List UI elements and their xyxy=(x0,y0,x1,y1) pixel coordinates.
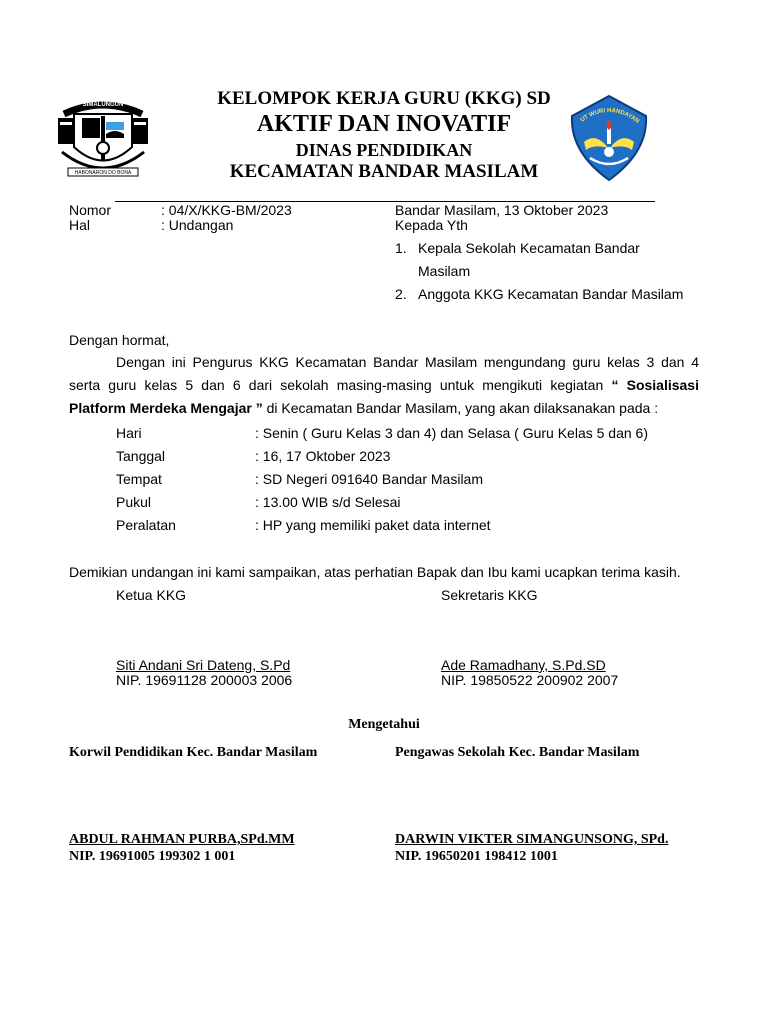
intro-text-1: Dengan ini Pengurus KKG Kecamatan Bandar Masilam mengundang guru kelas 3 dan 4 serta guru kelas 5 dan 6 dari sekolah masing-masing untuk mengikuti kegiatan xyxy=(69,354,699,393)
detail-value-tanggal: : 16, 17 Oktober 2023 xyxy=(255,448,391,464)
detail-label-hari: Hari xyxy=(116,425,142,441)
recipient-1-line-1: Kepala Sekolah Kecamatan Bandar xyxy=(418,240,640,256)
event-name: “ Sosialisasi Platform Merdeka Mengajar ” xyxy=(69,377,699,416)
korwil-nip: NIP. 19691005 199302 1 001 xyxy=(69,849,236,864)
detail-label-tanggal: Tanggal xyxy=(116,448,166,464)
emblem-top-text: SIMALUNGUN xyxy=(82,102,124,108)
kepada-yth: Kepada Yth xyxy=(395,217,468,233)
recipient-2-number: 2. xyxy=(395,286,407,302)
detail-value-tempat: : SD Negeri 091640 Bandar Masilam xyxy=(255,471,484,487)
header-line-4: KECAMATAN BANDAR MASILAM xyxy=(229,161,539,182)
closing-sentence: Demikian undangan ini kami sampaikan, atas perhatian Bapak dan Ibu kami ucapkan terima kasih. xyxy=(69,564,681,580)
intro-paragraph xyxy=(69,351,699,420)
recipient-2-line-1: Anggota KKG Kecamatan Bandar Masilam xyxy=(418,286,684,302)
recipient-1-line-2: Masilam xyxy=(418,263,471,279)
pengawas-title: Pengawas Sekolah Kec. Bandar Masilam xyxy=(395,745,640,760)
detail-value-pukul: : 13.00 WIB s/d Selesai xyxy=(255,494,401,510)
mengetahui-title: Mengetahui xyxy=(348,717,420,732)
recipient-1-number: 1. xyxy=(395,240,407,256)
ketua-title: Ketua KKG xyxy=(116,587,187,603)
nomor-label: Nomor xyxy=(69,202,112,218)
header-line-1: KELOMPOK KERJA GURU (KKG) SD xyxy=(217,88,551,109)
emblem-motto-text: HABONARON DO BONA xyxy=(74,170,132,176)
korwil-title: Korwil Pendidikan Kec. Bandar Masilam xyxy=(69,745,318,760)
sekretaris-name: Ade Ramadhany, S.Pd.SD xyxy=(441,657,606,673)
header-line-3: DINAS PENDIDIKAN xyxy=(295,140,473,160)
logo-motto-text: UT WURI HANDAYAN xyxy=(579,107,641,125)
ketua-nip: NIP. 19691128 200003 2006 xyxy=(116,672,293,688)
sekretaris-nip: NIP. 19850522 200902 2007 xyxy=(441,672,619,688)
hal-label: Hal xyxy=(69,217,91,233)
detail-label-tempat: Tempat xyxy=(116,471,162,487)
salutation: Dengan hormat, xyxy=(69,332,170,348)
detail-value-peralatan: : HP yang memiliki paket data internet xyxy=(255,517,491,533)
nomor-value: : 04/X/KKG-BM/2023 xyxy=(161,202,292,218)
hal-value: : Undangan xyxy=(161,217,234,233)
intro-text-2: di Kecamatan Bandar Masilam, yang akan dilaksanakan pada : xyxy=(262,400,659,416)
simalungun-emblem-logo xyxy=(52,92,154,182)
pengawas-nip: NIP. 19650201 198412 1001 xyxy=(395,849,558,864)
ketua-name: Siti Andani Sri Dateng, S.Pd xyxy=(116,657,291,673)
sekretaris-title: Sekretaris KKG xyxy=(441,587,538,603)
detail-label-pukul: Pukul xyxy=(116,494,152,510)
detail-value-hari: : Senin ( Guru Kelas 3 dan 4) dan Selasa ( Guru Kelas 5 dan 6) xyxy=(255,425,649,441)
korwil-name: ABDUL RAHMAN PURBA,SPd.MM xyxy=(69,832,295,847)
header-line-2: AKTIF DAN INOVATIF xyxy=(256,111,512,137)
detail-label-peralatan: Peralatan xyxy=(116,517,176,533)
tut-wuri-handayani-logo xyxy=(564,92,654,184)
pengawas-name: DARWIN VIKTER SIMANGUNSONG, SPd. xyxy=(395,832,669,847)
place-date: Bandar Masilam, 13 Oktober 2023 xyxy=(395,202,609,218)
